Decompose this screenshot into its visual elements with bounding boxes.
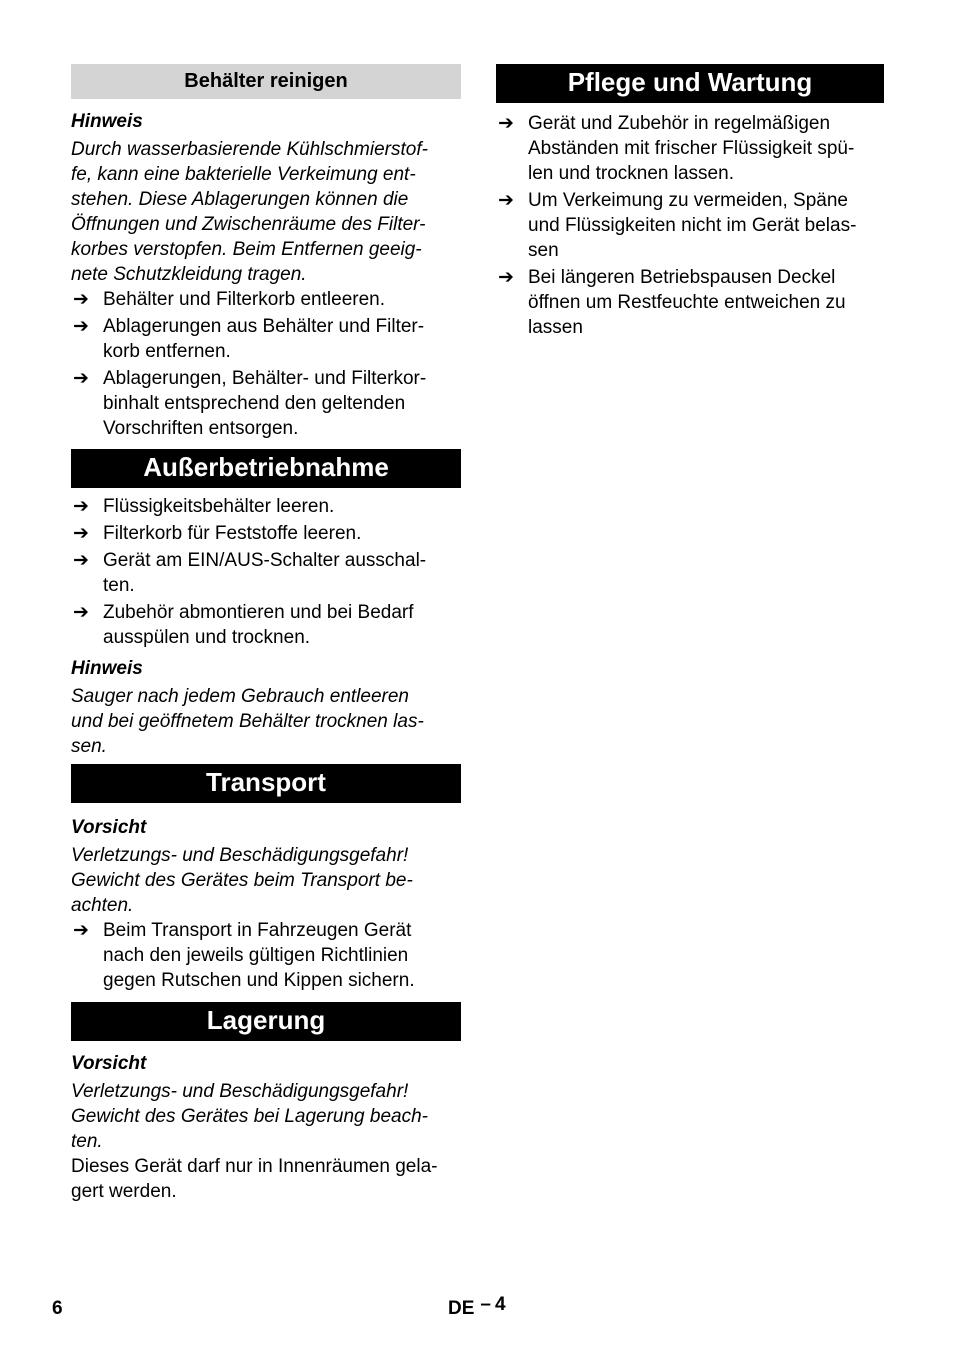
heading-lagerung: Lagerung: [71, 1002, 461, 1041]
list-item: ➔ Behälter und Filterkorb entleeren.: [73, 288, 385, 310]
list-item: ➔ Ablagerungen, Behälter- und Filterkor- binhalt entsprechend den geltenden Vorschriften entsorgen.: [73, 367, 427, 439]
heading-ausserbetriebnahme: Außerbetriebnahme: [71, 449, 461, 488]
right-column: [496, 64, 884, 342]
note-title-vorsicht: Vorsicht: [71, 817, 147, 838]
footer-lang: DE: [448, 1298, 475, 1319]
list-item: ➔ Beim Transport in Fahrzeugen Gerät nach den jeweils gültigen Richtlinien gegen Rutschen und Kippen sichern.: [73, 919, 415, 991]
note-title-vorsicht: Vorsicht: [71, 1053, 147, 1074]
list-item: ➔ Filterkorb für Feststoffe leeren.: [73, 522, 362, 544]
note-title-hinweis: Hinweis: [71, 658, 143, 679]
arrow-right-icon: ➔: [73, 367, 89, 389]
arrow-right-icon: ➔: [73, 919, 89, 941]
arrow-right-icon: ➔: [73, 288, 89, 310]
arrow-right-icon: ➔: [498, 266, 514, 288]
footer-section-page: 4: [494, 1294, 506, 1315]
bullet-list: [71, 494, 461, 650]
list-item: ➔ Gerät am EIN/AUS-Schalter ausschal- ten.: [73, 549, 427, 596]
list-item: ➔ Um Verkeimung zu vermeiden, Späne und Flüssigkeiten nicht im Gerät belas- sen: [498, 189, 857, 261]
bullet-list: [71, 287, 461, 441]
arrow-right-icon: ➔: [73, 522, 89, 544]
arrow-right-icon: ➔: [73, 495, 89, 517]
heading-pflege-und-wartung: Pflege und Wartung: [496, 64, 884, 103]
body-text: Dieses Gerät darf nur in Innenräumen gela- gert werden.: [71, 1156, 438, 1202]
list-item: ➔ Gerät und Zubehör in regelmäßigen Abständen mit frischer Flüssigkeit spü- len und trocknen lassen.: [498, 112, 855, 184]
left-column: [71, 64, 461, 1204]
note-title-hinweis: Hinweis: [71, 111, 143, 132]
bullet-list: [496, 111, 884, 340]
note-text: Verletzungs- und Beschädigungsgefahr! Gewicht des Gerätes bei Lagerung beach- ten.: [71, 1081, 428, 1152]
arrow-right-icon: ➔: [498, 189, 514, 211]
bullet-list: [71, 918, 461, 993]
list-item: ➔ Bei längeren Betriebspausen Deckel öffnen um Restfeuchte entweichen zu lassen: [498, 266, 846, 338]
note-text: Verletzungs- und Beschädigungsgefahr! Gewicht des Gerätes beim Transport be- achten.: [71, 845, 413, 916]
heading-behaelter-reinigen: Behälter reinigen: [71, 64, 461, 99]
footer-section-label: [448, 1296, 506, 1321]
arrow-right-icon: ➔: [73, 601, 89, 623]
list-item: ➔ Ablagerungen aus Behälter und Filter- korb entfernen.: [73, 315, 425, 362]
list-item: ➔ Zubehör abmontieren und bei Bedarf ausspülen und trocknen.: [73, 601, 414, 648]
page-number: 6: [52, 1298, 63, 1319]
arrow-right-icon: ➔: [73, 315, 89, 337]
footer-dash: –: [480, 1294, 491, 1315]
list-item: ➔ Flüssigkeitsbehälter leeren.: [73, 495, 335, 517]
note-text: Durch wasserbasierende Kühlschmierstof- fe, kann eine bakterielle Verkeimung ent- stehen. Diese Ablagerungen können die Öffnungen und Zwischenräume des Filter- korbes verstopfen. Beim Entfernen geeig- nete Schutzkleidung tragen.: [71, 139, 428, 285]
arrow-right-icon: ➔: [498, 112, 514, 134]
note-text: Sauger nach jedem Gebrauch entleeren und bei geöffnetem Behälter trocknen las- sen.: [71, 686, 424, 757]
heading-transport: Transport: [71, 764, 461, 803]
arrow-right-icon: ➔: [73, 549, 89, 571]
